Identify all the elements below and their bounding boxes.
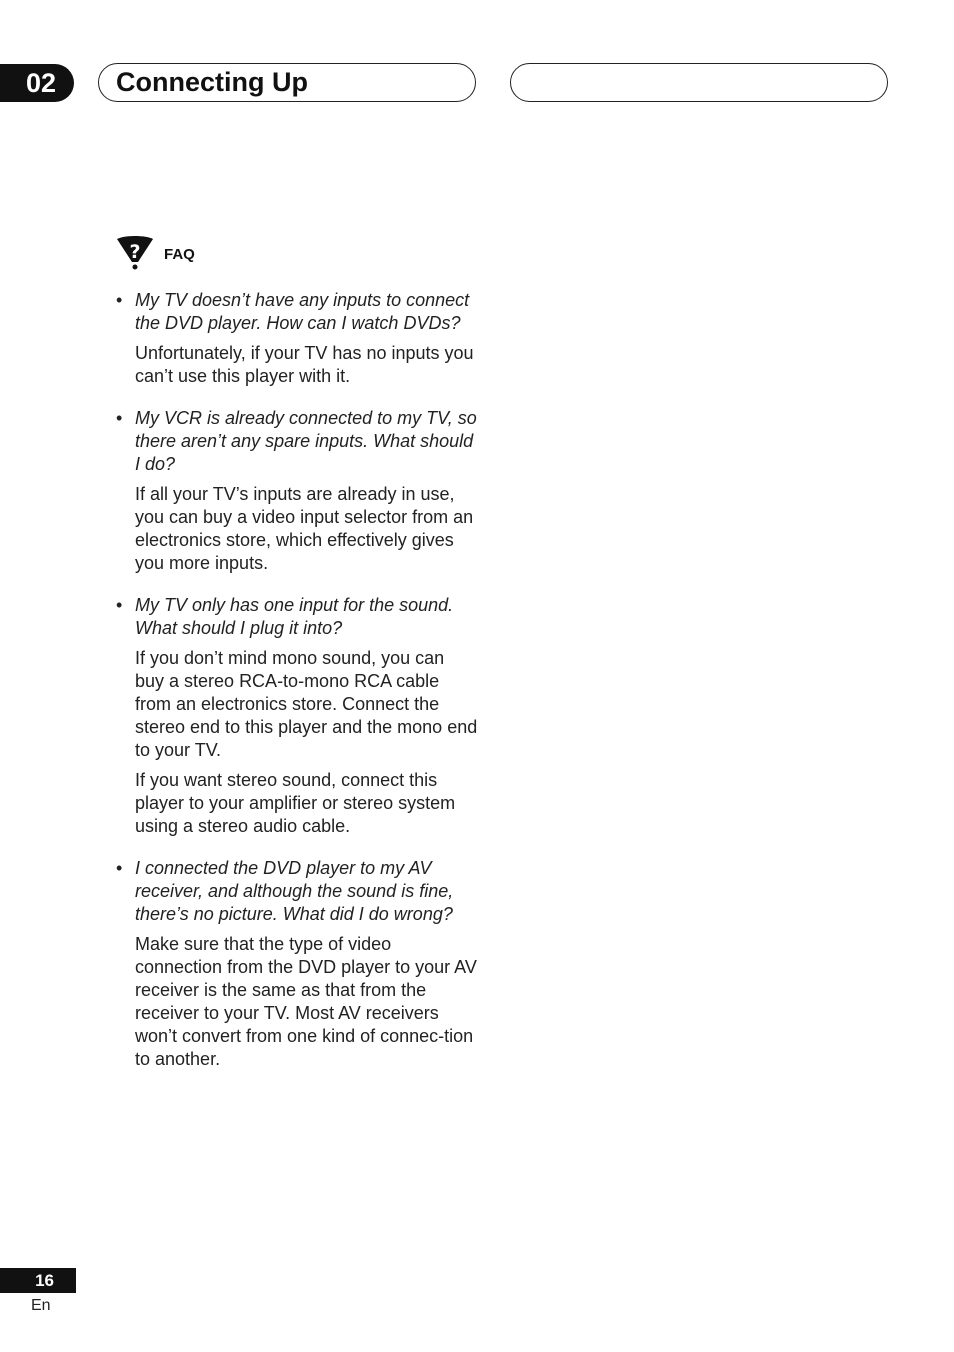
- faq-item: [116, 857, 478, 1071]
- faq-item: [116, 289, 478, 388]
- faq-question: My TV doesn’t have any inputs to connect the DVD player. How can I watch DVDs?: [135, 290, 470, 333]
- faq-list: [116, 289, 478, 1090]
- faq-answer: If all your TV’s inputs are already in use, you can buy a video input selector from an electronics store, which effectively gives you more inputs.: [135, 484, 474, 573]
- bullet: •: [116, 595, 123, 615]
- faq-question: My VCR is already connected to my TV, so there aren’t any spare inputs. What should I do?: [135, 408, 477, 474]
- bullet: •: [116, 408, 123, 428]
- faq-answer: Make sure that the type of video connection from the DVD player to your AV receiver is the same as that from the receiver to your TV. Most AV receivers won’t convert from one kind of connec-tion to another.: [135, 934, 477, 1069]
- language-code: En: [31, 1297, 51, 1314]
- faq-heading: FAQ: [164, 246, 195, 263]
- empty-header-box: [510, 63, 888, 102]
- faq-answer: If you don’t mind mono sound, you can buy a stereo RCA-to-mono RCA cable from an electronics store. Connect the stereo end to this player and the mono end to your TV.: [135, 648, 478, 760]
- chapter-title-box: [98, 63, 476, 102]
- faq-question: My TV only has one input for the sound. What should I plug it into?: [135, 595, 454, 638]
- chapter-number-badge: 02: [0, 64, 74, 102]
- faq-answer: Unfortunately, if your TV has no inputs you can’t use this player with it.: [135, 343, 474, 386]
- faq-question: I connected the DVD player to my AV receiver, and although the sound is fine, there’s no picture. What did I do wrong?: [135, 858, 454, 924]
- faq-answer: If you want stereo sound, connect this player to your amplifier or stereo system using a stereo audio cable.: [135, 770, 456, 836]
- bullet: •: [116, 858, 123, 878]
- bullet: •: [116, 290, 123, 310]
- page-number: 16: [0, 1268, 76, 1293]
- page-title: Connecting Up: [116, 67, 308, 97]
- faq-item: [116, 407, 478, 575]
- svg-text:?: ?: [129, 241, 141, 263]
- faq-question-icon: [116, 236, 154, 270]
- faq-item: [116, 594, 478, 838]
